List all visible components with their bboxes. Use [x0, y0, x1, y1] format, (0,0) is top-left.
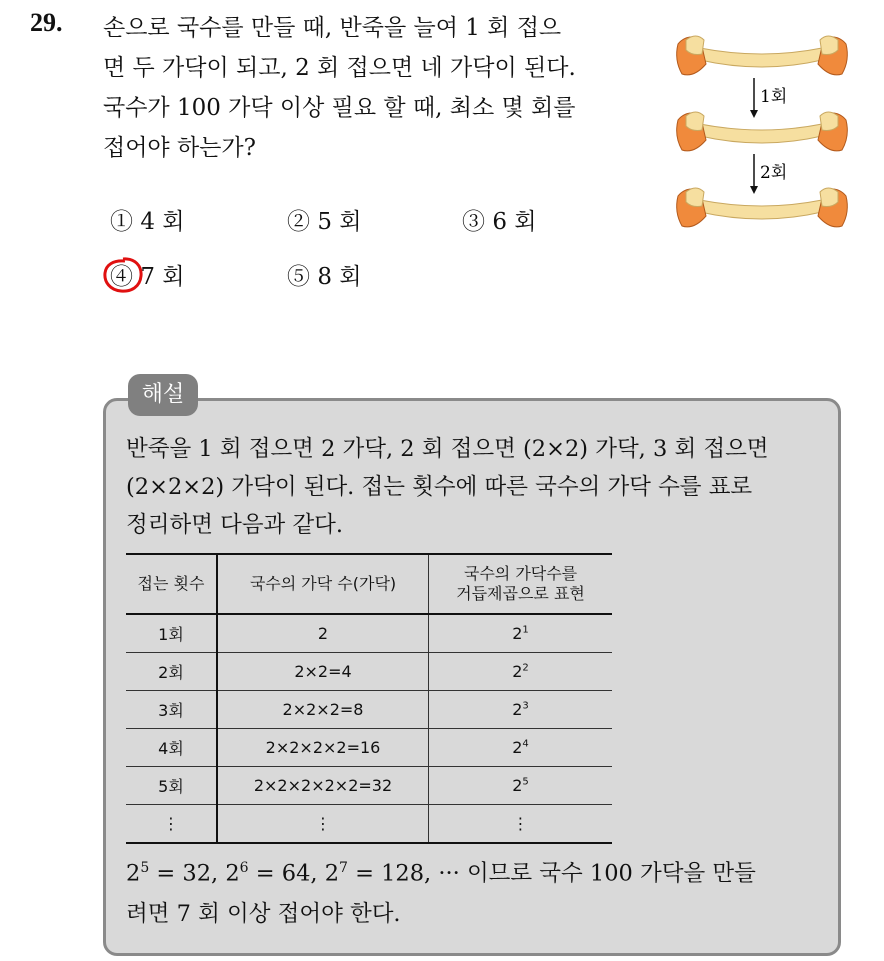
fold-label-2: 2회	[760, 163, 788, 183]
choice-text: 8 회	[317, 264, 362, 290]
choice-text: 6 회	[492, 209, 537, 235]
table-row	[126, 653, 612, 691]
header-power-line: 거듭제곱으로 표현	[456, 584, 585, 603]
header-fold-count: 접는 횟수	[126, 554, 217, 614]
choice-text: 4 회	[140, 209, 185, 235]
cell-power: ⋮	[429, 805, 613, 844]
down-arrow-icon	[750, 78, 758, 118]
choice-mark: ①	[110, 209, 133, 235]
down-arrow-icon	[750, 154, 758, 194]
cell-count: 5회	[126, 767, 217, 805]
cell-power: $2^4$	[429, 729, 613, 767]
cell-count: ⋮	[126, 805, 217, 844]
header-strand-count: 국수의 가닥 수(가닥)	[217, 554, 429, 614]
cell-strands: 2×2=4	[217, 653, 429, 691]
noodle-folding-illustration	[672, 30, 852, 250]
question-line: 국수가 100 가닥 이상 필요 할 때, 최소 몇 회를	[103, 95, 576, 121]
choice-5[interactable]	[287, 258, 361, 291]
cell-power: $2^1$	[429, 614, 613, 653]
table-row	[126, 729, 612, 767]
question-line: 손으로 국수를 만들 때, 반죽을 늘여 1 회 접으	[103, 15, 562, 41]
header-power-line: 국수의 가닥수를	[463, 564, 578, 583]
cell-strands: 2×2×2=8	[217, 691, 429, 729]
question-text	[103, 8, 663, 168]
cell-strands: 2×2×2×2=16	[217, 729, 429, 767]
choice-3[interactable]	[462, 203, 536, 236]
explanation-line: 정리하면 다음과 같다.	[126, 512, 344, 538]
fold-count-table	[126, 553, 612, 844]
choice-text: 7 회	[140, 264, 185, 290]
cell-count: 4회	[126, 729, 217, 767]
table-header-row	[126, 554, 612, 614]
hand-pair-1	[677, 36, 848, 75]
table-row	[126, 691, 612, 729]
explanation-line: 반죽을 1 회 접으면 2 가닥, 2 회 접으면 (2×2) 가닥, 3 회 접으면	[126, 436, 769, 462]
explanation-text	[126, 430, 826, 544]
choice-mark: ⑤	[287, 264, 310, 290]
cell-strands: 2	[217, 614, 429, 653]
question-line: 접어야 하는가?	[103, 135, 256, 161]
choice-mark: ②	[287, 209, 310, 235]
cell-power: $2^2$	[429, 653, 613, 691]
choice-1[interactable]	[110, 203, 184, 236]
explanation-tag: 해설	[128, 374, 198, 416]
cell-strands: 2×2×2×2×2=32	[217, 767, 429, 805]
cell-count: 1회	[126, 614, 217, 653]
header-power-form	[429, 554, 613, 614]
choice-text: 5 회	[317, 209, 362, 235]
conclusion-line-2: 려면 7 회 이상 접어야 한다.	[126, 900, 401, 927]
answer-circle-mark	[101, 255, 145, 295]
cell-count: 3회	[126, 691, 217, 729]
conclusion-text	[126, 848, 836, 934]
question-line: 면 두 가닥이 되고, 2 회 접으면 네 가닥이 된다.	[103, 55, 576, 81]
fold-label-1: 1회	[760, 87, 788, 107]
conclusion-line-1: $2^5 = 32$, $2^6 = 64$, $2^7 = 128$, ··· 이므로 국수 100 가닥을 만들	[126, 860, 756, 887]
explanation-line: (2×2×2) 가닥이 된다. 접는 횟수에 따른 국수의 가닥 수를 표로	[126, 474, 753, 500]
table-row	[126, 767, 612, 805]
choice-mark: ③	[462, 209, 485, 235]
hand-pair-3	[677, 188, 848, 227]
hand-pair-2	[677, 112, 848, 151]
cell-count: 2회	[126, 653, 217, 691]
cell-power: $2^5$	[429, 767, 613, 805]
question-number: 29.	[30, 8, 63, 37]
cell-power: $2^3$	[429, 691, 613, 729]
choice-2[interactable]	[287, 203, 361, 236]
cell-strands: ⋮	[217, 805, 429, 844]
choice-mark: ④	[110, 264, 133, 290]
table-row	[126, 614, 612, 653]
table-row	[126, 805, 612, 844]
